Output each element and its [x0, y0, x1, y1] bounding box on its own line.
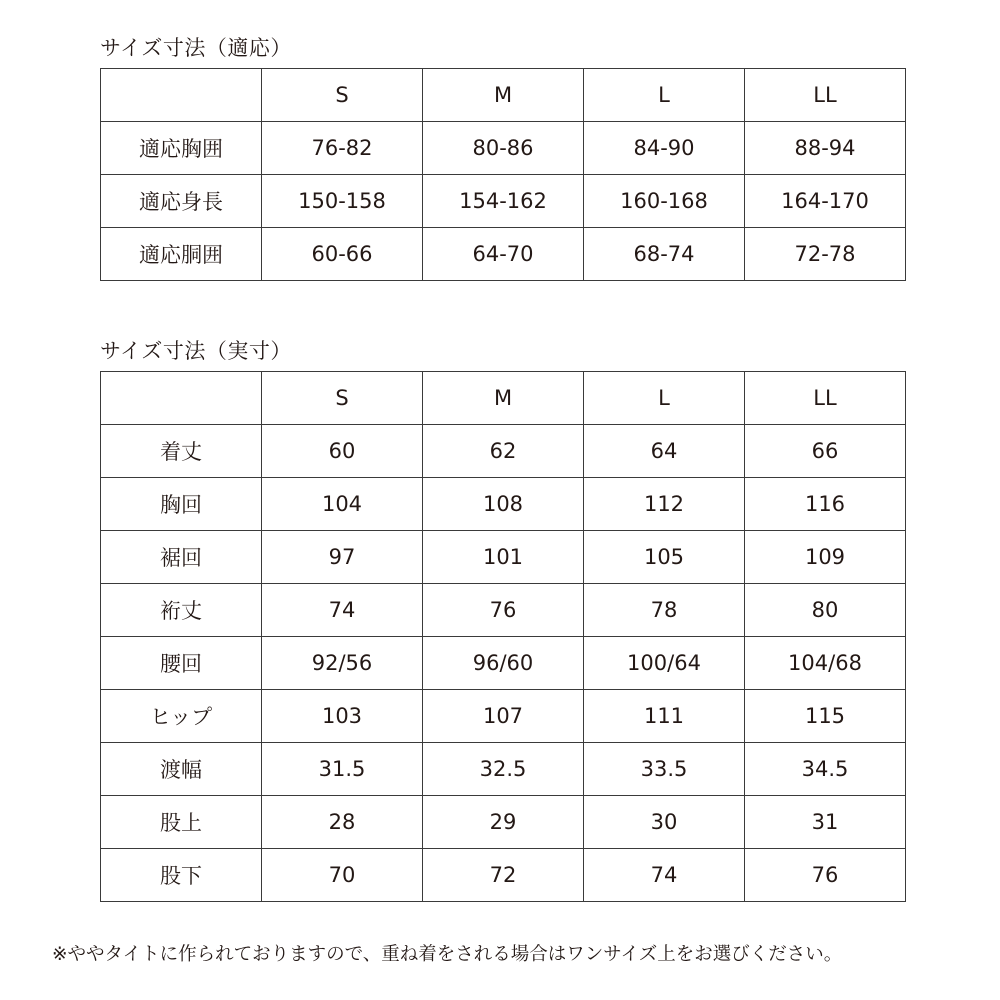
- size-header-m: M: [423, 69, 584, 122]
- value-cell: 30: [584, 796, 745, 849]
- value-cell: 164-170: [745, 175, 906, 228]
- row-label: 着丈: [101, 425, 262, 478]
- value-cell: 29: [423, 796, 584, 849]
- value-cell: 32.5: [423, 743, 584, 796]
- value-cell: 84-90: [584, 122, 745, 175]
- value-cell: 31: [745, 796, 906, 849]
- row-label: ヒップ: [101, 690, 262, 743]
- value-cell: 107: [423, 690, 584, 743]
- row-label: 腰回: [101, 637, 262, 690]
- value-cell: 68-74: [584, 228, 745, 281]
- size-header-l: L: [584, 69, 745, 122]
- value-cell: 74: [584, 849, 745, 902]
- size-header-ll: LL: [745, 69, 906, 122]
- value-cell: 105: [584, 531, 745, 584]
- row-label: 渡幅: [101, 743, 262, 796]
- value-cell: 104: [262, 478, 423, 531]
- corner-cell: [101, 372, 262, 425]
- table-row: [101, 425, 906, 478]
- actual-table-title: サイズ寸法（実寸）: [100, 339, 292, 363]
- row-label: 適応身長: [101, 175, 262, 228]
- table-row: [101, 584, 906, 637]
- value-cell: 76: [745, 849, 906, 902]
- size-header-m: M: [423, 372, 584, 425]
- value-cell: 70: [262, 849, 423, 902]
- value-cell: 60: [262, 425, 423, 478]
- value-cell: 60-66: [262, 228, 423, 281]
- table-row: [101, 228, 906, 281]
- row-label: 胸回: [101, 478, 262, 531]
- value-cell: 80-86: [423, 122, 584, 175]
- value-cell: 112: [584, 478, 745, 531]
- size-header-l: L: [584, 372, 745, 425]
- fit-header-row: [101, 69, 906, 122]
- value-cell: 80: [745, 584, 906, 637]
- row-label: 裄丈: [101, 584, 262, 637]
- value-cell: 72-78: [745, 228, 906, 281]
- fit-table-title: サイズ寸法（適応）: [100, 36, 292, 60]
- value-cell: 116: [745, 478, 906, 531]
- size-header-ll: LL: [745, 372, 906, 425]
- value-cell: 72: [423, 849, 584, 902]
- value-cell: 97: [262, 531, 423, 584]
- row-label: 股上: [101, 796, 262, 849]
- value-cell: 78: [584, 584, 745, 637]
- value-cell: 150-158: [262, 175, 423, 228]
- value-cell: 92/56: [262, 637, 423, 690]
- table-row: [101, 743, 906, 796]
- value-cell: 76: [423, 584, 584, 637]
- value-cell: 31.5: [262, 743, 423, 796]
- actual-size-table: [100, 371, 906, 902]
- table-row: [101, 796, 906, 849]
- value-cell: 103: [262, 690, 423, 743]
- value-cell: 111: [584, 690, 745, 743]
- row-label: 適応胴囲: [101, 228, 262, 281]
- actual-header-row: [101, 372, 906, 425]
- value-cell: 64-70: [423, 228, 584, 281]
- table-row: [101, 690, 906, 743]
- value-cell: 66: [745, 425, 906, 478]
- fit-size-table: [100, 68, 906, 281]
- value-cell: 96/60: [423, 637, 584, 690]
- value-cell: 101: [423, 531, 584, 584]
- size-header-s: S: [262, 69, 423, 122]
- value-cell: 109: [745, 531, 906, 584]
- row-label: 裾回: [101, 531, 262, 584]
- table-row: [101, 637, 906, 690]
- table-row: [101, 531, 906, 584]
- value-cell: 100/64: [584, 637, 745, 690]
- row-label: 股下: [101, 849, 262, 902]
- row-label: 適応胸囲: [101, 122, 262, 175]
- size-header-s: S: [262, 372, 423, 425]
- value-cell: 104/68: [745, 637, 906, 690]
- value-cell: 64: [584, 425, 745, 478]
- fit-note: ※ややタイトに作られておりますので、重ね着をされる場合はワンサイズ上をお選びください。: [52, 944, 843, 965]
- corner-cell: [101, 69, 262, 122]
- value-cell: 34.5: [745, 743, 906, 796]
- value-cell: 115: [745, 690, 906, 743]
- value-cell: 88-94: [745, 122, 906, 175]
- value-cell: 74: [262, 584, 423, 637]
- value-cell: 33.5: [584, 743, 745, 796]
- value-cell: 108: [423, 478, 584, 531]
- value-cell: 28: [262, 796, 423, 849]
- value-cell: 160-168: [584, 175, 745, 228]
- table-row: [101, 122, 906, 175]
- table-row: [101, 478, 906, 531]
- value-cell: 154-162: [423, 175, 584, 228]
- value-cell: 62: [423, 425, 584, 478]
- table-row: [101, 849, 906, 902]
- table-row: [101, 175, 906, 228]
- value-cell: 76-82: [262, 122, 423, 175]
